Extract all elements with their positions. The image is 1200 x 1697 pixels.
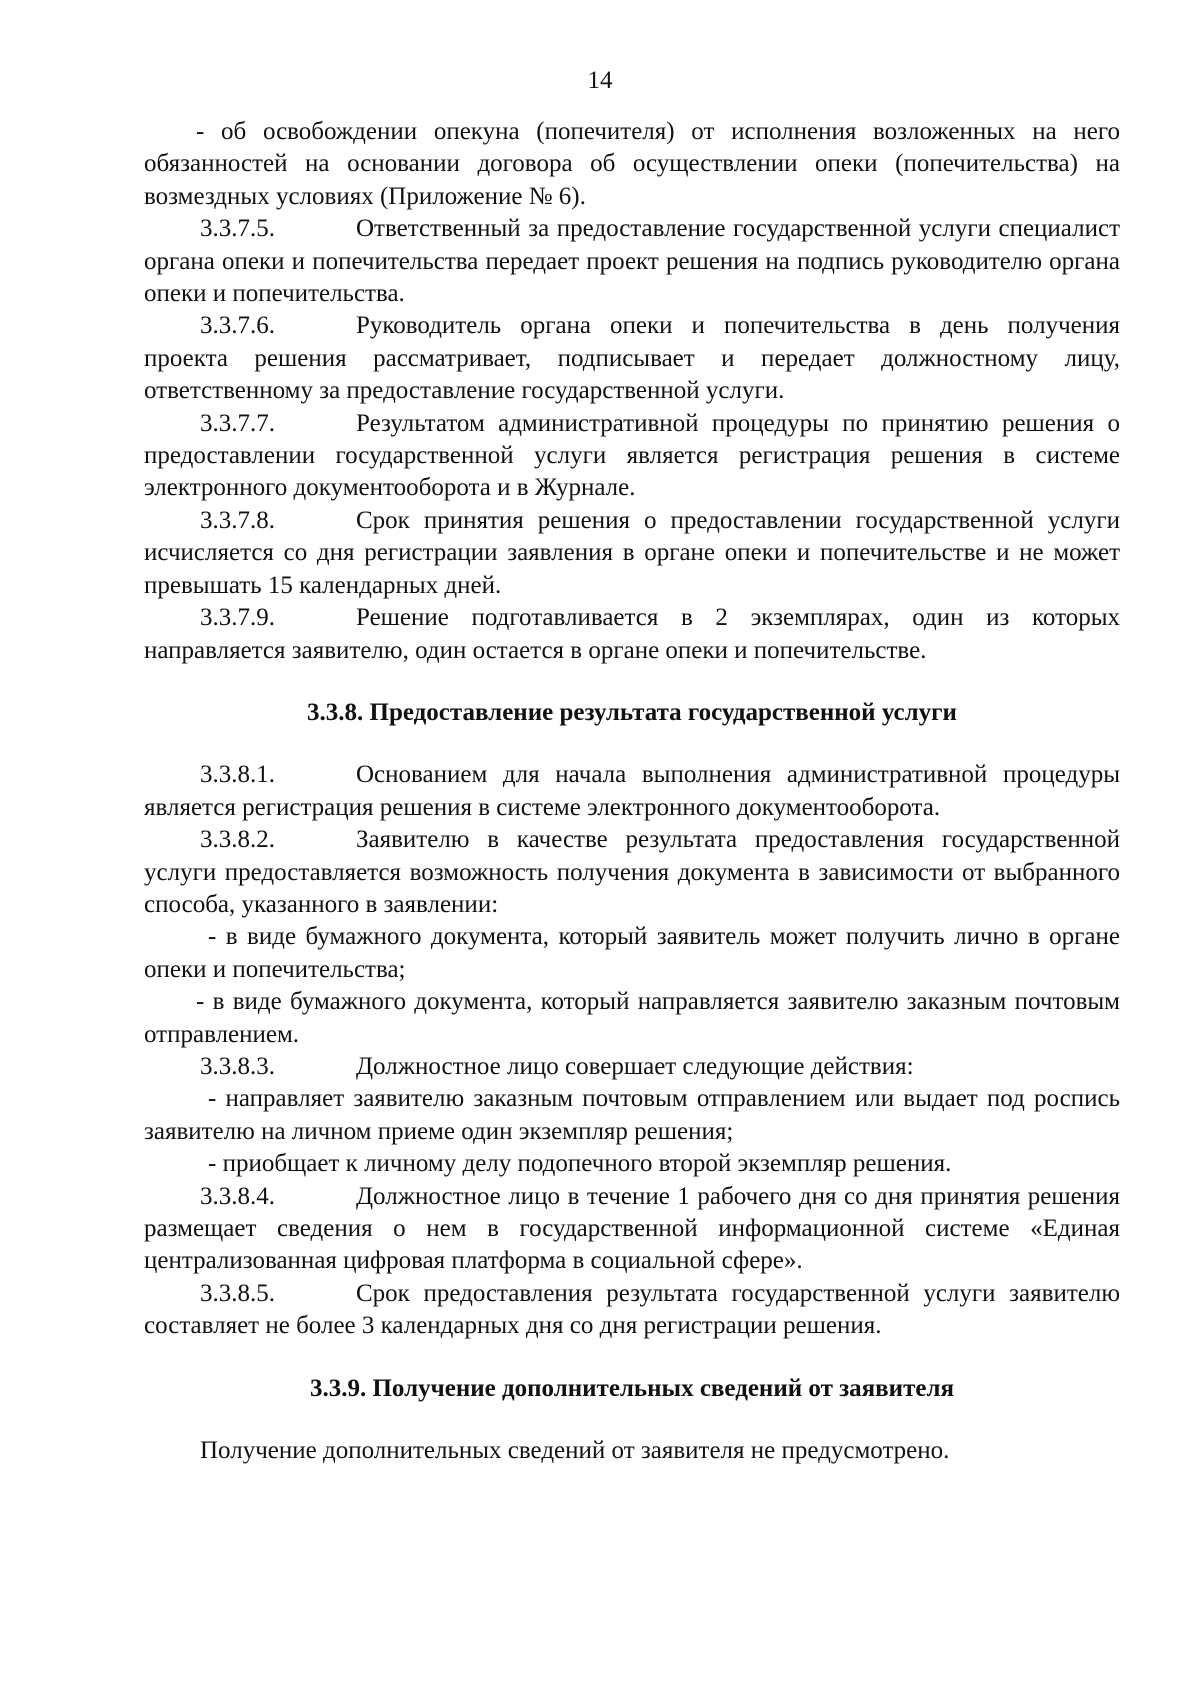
section-3-3-8: [144, 759, 1120, 1342]
numbered-paragraph: [144, 1181, 1120, 1278]
numbered-paragraph: [144, 759, 1120, 824]
list-item-paragraph: - об освобождении опекуна (попечителя) от исполнения возложенных на него обязанностей на основании договора об осуществлении опеки (попечительства) на возмездных условиях (Приложение № 6).: [144, 118, 1120, 210]
section-heading-3-3-9: 3.3.9. Получение дополнительных сведений от заявителя: [309, 1374, 955, 1402]
section-heading-3-3-8: 3.3.8. Предоставление результата государственной услуги: [307, 698, 957, 726]
list-item-paragraph: - направляет заявителю заказным почтовым отправлением или выдает под роспись заявителю на личном приеме один экземпляр решения;: [144, 1085, 1120, 1145]
paragraph-text: Результатом административной процедуры по принятию решения о предоставлении государственной услуги является регистрация решения в системе электронного документооборота и в Журнале.: [144, 409, 1120, 502]
paragraph-number: 3.3.7.8.: [200, 506, 275, 534]
paragraph-number: 3.3.8.5.: [200, 1279, 275, 1307]
paragraph-number: 3.3.7.6.: [200, 312, 275, 340]
numbered-paragraph: [144, 408, 1120, 505]
paragraph-number: 3.3.7.9.: [200, 604, 275, 632]
paragraph-number: 3.3.7.7.: [200, 409, 275, 437]
paragraph-text: Срок предоставления результата государственной услуги заявителю составляет не более 3 календарных дня со дня регистрации решения.: [144, 1279, 1120, 1340]
paragraph-text: Должностное лицо совершает следующие действия:: [356, 1052, 914, 1080]
paragraph-text: Руководитель органа опеки и попечительства в день получения проекта решения рассматривает, подписывает и передает должностному лицу, ответственному за предоставление государственной услуги.: [144, 312, 1120, 405]
list-item-paragraph: - в виде бумажного документа, который заявитель может получить лично в органе опеки и попечительства;: [144, 923, 1120, 983]
paragraph-text: Должностное лицо в течение 1 рабочего дня со дня принятия решения размещает сведения о нем в государственной информационной системе «Единая централизованная цифровая платформа в социальной сфере».: [144, 1182, 1120, 1275]
list-item-paragraph: - приобщает к личному делу подопечного второй экземпляр решения.: [208, 1150, 952, 1178]
paragraph-text: Решение подготавливается в 2 экземплярах, один из которых направляется заявителю, один остается в органе опеки и попечительстве.: [144, 604, 1120, 664]
paragraph-text: Срок принятия решения о предоставлении государственной услуги исчисляется со дня регистрации заявления в органе опеки и попечительстве и не может превышать 15 календарных дней.: [144, 506, 1120, 599]
numbered-paragraph: [144, 1278, 1120, 1343]
page-number: 14: [587, 67, 613, 94]
paragraph-text: Заявителю в качестве результата предоставления государственной услуги предоставляется возможность получения документа в зависимости от выбранного способа, указанного в заявлении:: [144, 826, 1120, 918]
paragraph-number: 3.3.8.3.: [200, 1052, 275, 1080]
paragraph-number: 3.3.8.4.: [200, 1182, 275, 1210]
section-3-3-7-tail: [144, 116, 1120, 667]
numbered-paragraph: [144, 213, 1120, 310]
paragraph-number: 3.3.8.2.: [200, 826, 275, 854]
paragraph-number: 3.3.8.1.: [200, 761, 275, 789]
numbered-paragraph: [144, 602, 1120, 667]
numbered-paragraph: [144, 824, 1120, 921]
paragraph-text: Основанием для начала выполнения административной процедуры является регистрация решения в системе электронного документооборота.: [144, 761, 1120, 821]
paragraph-text: Ответственный за предоставление государственной услуги специалист органа опеки и попечительства передает проект решения на подпись руководителю органа опеки и попечительства.: [144, 215, 1120, 308]
numbered-paragraph: [144, 505, 1120, 602]
paragraph-number: 3.3.7.5.: [200, 215, 275, 243]
numbered-paragraph: [144, 310, 1120, 407]
numbered-paragraph: [144, 1051, 1120, 1083]
document-body: [144, 116, 1120, 1467]
list-item-paragraph: - в виде бумажного документа, который направляется заявителю заказным почтовым отправлением.: [144, 988, 1120, 1048]
section-3-3-9-paragraph: Получение дополнительных сведений от заявителя не предусмотрено.: [200, 1437, 950, 1465]
